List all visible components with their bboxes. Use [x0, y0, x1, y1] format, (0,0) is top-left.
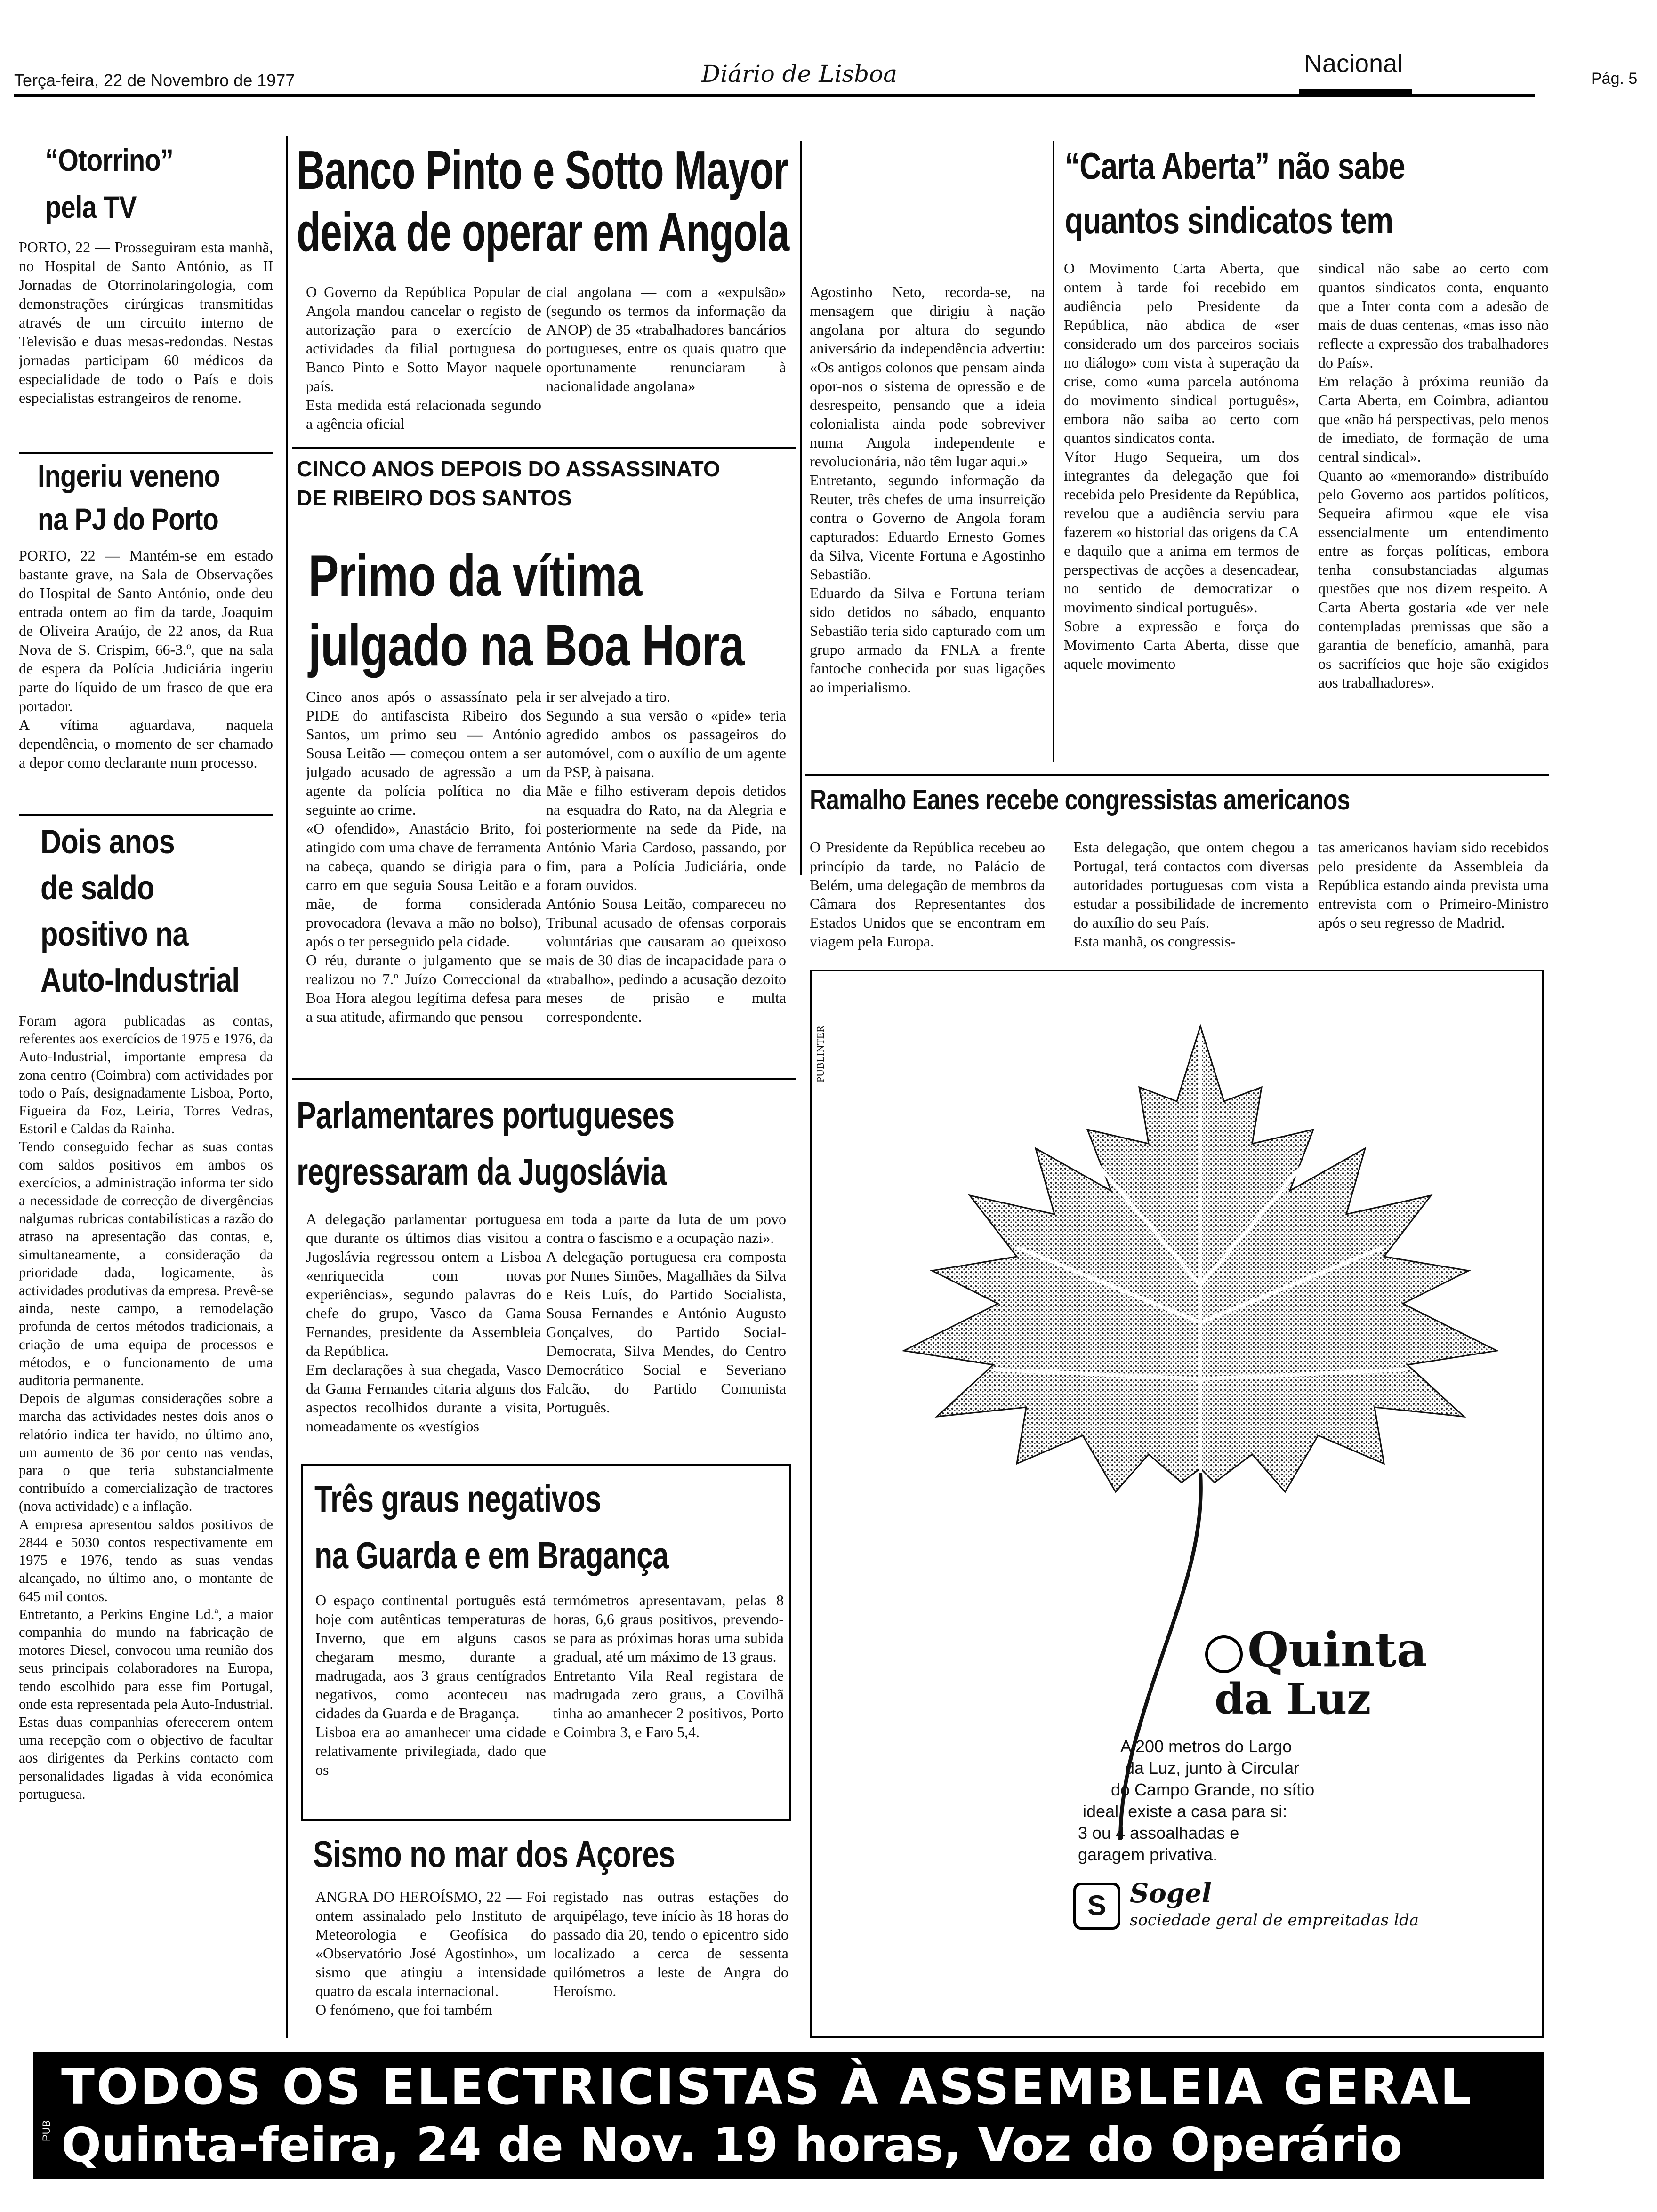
banco-col2: cial angolana — com a «expulsão» (segundo os termos da informação da ANOP) de 35 «trabalhadores bancários portugueses, entre os quais quatro que oportunamente renunciaram à nacionalidade angolana»: [546, 283, 786, 394]
ad-copy-e: 3 ou 4 assoalhadas e: [1078, 1823, 1239, 1843]
ad-copy-b: da Luz, junto à Circular: [1125, 1758, 1300, 1778]
ad-copy-a: A 200 metros do Largo: [1120, 1737, 1292, 1756]
graus-col2: termómetros apresentavam, pelas 8 horas, 6,6 graus positivos, prevendo-se para as próximas horas uma subida gradual, até um máximo de 13 graus. Entretanto Vila Real registara de madrugada zero graus, a Covilhã tinha ao amanhecer 2 positivos, Porto e Coimbra 3, e Faro 5,4.: [553, 1592, 784, 1740]
ad-copy-f: garagem privativa.: [1078, 1845, 1218, 1864]
brand-name-1: Quinta: [1247, 1622, 1427, 1677]
section-rule: [1299, 89, 1412, 97]
eanes-col3: tas americanos haviam sido recebidos pelo presidente da Assembleia da República estando ainda prevista uma entrevista com o Primeiro-Ministro após o seu regresso de Madrid.: [1318, 839, 1549, 931]
banner-tag: PUB: [40, 2120, 52, 2141]
otorrino-body: PORTO, 22 — Prosseguiram esta manhã, no Hospital de Santo António, as II Jornadas de Otorrinolaringologia, com demonstrações cirúrgicas transmitidas através de um circuito interno de Televisão e duas mesas-redondas. Nestas jornadas participam 60 médicos da especialidade de todo o País e dois especialistas estrangeiros de renome.: [19, 239, 273, 406]
leaf-illustration: [876, 993, 1525, 1850]
ad-copy-d: ideal, existe a casa para si:: [1083, 1802, 1287, 1821]
page-number: Pág. 5: [1591, 70, 1638, 88]
banco-col3: Agostinho Neto, recorda-se, na mensagem que dirigiu à nação angolana por altura do segundo aniversário da independência advertiu: «Os antigos colonos que pensam ainda opor-nos o sistema de opressão e de desrespeito, pensando que a ideia colonialista ainda pode sobreviver numa Angola independente e revolucionária, não têm lugar aqui.» Entretanto, segundo informação da Reuter, três chefes de uma insurreição contra o Governo de Angola foram capturados: Eduardo Ernesto Gomes da Silva, Vicente Fortuna e Agostinho Sebastião. Eduardo da Silva e Fortuna teriam sido detidos no sábado, enquanto Sebastião teria sido capturado com um grupo armado da FNLA a frente fantoche conhecida por suas ligações ao imperialismo.: [810, 283, 1045, 696]
sogel-fullname: sociedade geral de empreitadas lda: [1130, 1911, 1419, 1930]
eanes-col1: O Presidente da República recebeu ao princípio da tarde, no Palácio de Belém, uma delegação de membros da Câmara dos Representantes dos Estados Unidos que se encontram em viagem pela Europa.: [810, 839, 1045, 950]
ad-vertical-tag: PUBLINTER: [814, 1026, 826, 1082]
sogel-name: Sogel: [1130, 1878, 1212, 1909]
sogel-logo: S: [1073, 1883, 1120, 1930]
graus-col1: O espaço continental português está hoje com autênticas temperaturas de Inverno, que em alguns casos chegaram mesmo, durante a madrugada, aos 3 graus centígrados negativos, como aconteceu nas cidades da Guarda e de Bragança. Lisboa era ao amanhecer uma cidade relativamente privilegiada, dado que os: [315, 1592, 546, 1778]
ad-copy-c: do Campo Grande, no sítio: [1111, 1780, 1315, 1799]
rule-left-2: [19, 814, 273, 816]
carta-col1: O Movimento Carta Aberta, que ontem à tarde foi recebido em audiência pelo Presidente da República, não abdica de «ser considerado um dos parceiros sociais no diálogo» com vista à superação da crise, como «uma parcela autónoma do movimento sindical português», embora não saiba ao certo com quantos sindicatos conta. Vítor Hugo Sequeira, um dos integrantes da delegação que foi recebida pelo Presidente da República, revelou que a audiência serviu para fazerem «o historial das origens da CA e daquilo que a anima em termos de perspectivas de acções a desencadear, no sentido de democratizar o movimento sindical português». Sobre a expressão e força do Movimento Carta Aberta, disse que aquele movimento: [1064, 260, 1299, 672]
rule-carta: [805, 774, 1549, 776]
autoindustrial-title: Dois anos de saldo positivo na Auto-Industrial: [40, 823, 240, 999]
divider-right: [1053, 141, 1054, 762]
assembly-banner: [33, 2052, 1544, 2179]
brand-name-2: da Luz: [1215, 1674, 1371, 1724]
rule-primo: [292, 1078, 796, 1080]
veneno-title: Ingeriu veneno na PJ do Porto: [38, 458, 220, 537]
sismo-col1: ANGRA DO HEROÍSMO, 22 — Foi ontem assinalado pelo Instituto de Meteorologia e Geofísica do «Observatório José Agostinho», um sismo que atingiu a intensidade quatro da escala internacional. O fenómeno, que foi também: [315, 1888, 546, 2018]
eanes-title: Ramalho Eanes recebe congressistas americanos: [810, 784, 1350, 816]
parlamentares-col1: A delegação parlamentar portuguesa que durante os últimos dias visitou a Jugoslávia regressou ontem a Lisboa «enriquecida com novas experiências», segundo palavras do chefe do grupo, Vasco da Gama Fernandes, presidente da Assembleia da República. Em declarações à sua chegada, Vasco da Gama Fernandes citaria alguns dos aspectos recolhidos durante a visita, nomeadamente os «vestígios: [306, 1210, 541, 1435]
banner-line1: TODOS OS ELECTRICISTAS À ASSEMBLEIA GERAL: [61, 2058, 1473, 2116]
veneno-body: PORTO, 22 — Mantém-se em estado bastante grave, na Sala de Observações do Hospital de Santo António, onde deu entrada ontem ao fim da tarde, Joaquim de Oliveira Araújo, de 22 anos, da Rua Nova de S. Crispim, 66-3.º, que na sala de espera da Polícia Judiciária ingeriu parte do líquido de um frasco de que era portador. A vítima aguardava, naquela dependência, o momento de ser chamado a depor como declarante num processo.: [19, 547, 273, 771]
rule-left-1: [19, 452, 273, 454]
carta-col2: sindical não sabe ao certo com quantos sindicatos conta, enquanto que a Inter conta com a adesão de mais de duas centenas, «mas isso não reflecte a expressão dos trabalhadores do País». Em relação à próxima reunião da Carta Aberta, em Coimbra, adiantou que «não há perspectivas, pelo menos de imediato, de formação de uma central sindical». Quanto ao «memorando» distribuído pelo Governo aos partidos políticos, Sequeira afirmou «que ele visa essencialmente um entendimento entre as forças políticas, embora tenha consubstanciadas algumas questões que nos dizem respeito. A Carta Aberta gostaria «de ver nele contempladas premissas que são a garantia de benefício, amanhã, para os sacrifícios que hoje são exigidos aos trabalhadores».: [1318, 260, 1549, 691]
primo-title: Primo da vítima julgado na Boa Hora: [308, 544, 744, 678]
banner-line2: Quinta-feira, 24 de Nov. 19 horas, Voz do Operário: [61, 2117, 1403, 2172]
autoindustrial-body: Foram agora publicadas as contas, referentes aos exercícios de 1975 e 1976, da Auto-Industrial, importante empresa da zona centro (Coimbra) com actividades por todo o País, designadamente Lisboa, Porto, Figueira da Foz, Leiria, Torres Vedras, Estoril e Caldas da Rainha. Tendo conseguido fechar as suas contas com saldos positivos em ambos os exercícios, a administração informa ter sido a necessidade de correcção de divergências nalgumas rubricas contabilísticas a razão do atraso na apresentação das contas, e, simultaneamente, a consideração da prioridade dada, logicamente, às actividades produtivas da empresa. Prevê-se ainda, neste campo, a remodelação profunda de certos métodos tradicionais, a criação de uma equipa de processos e métodos, e o funcionamento de uma auditoria permanente. Depois de algumas considerações sobre a marcha das actividades nestes dois anos o relatório indica ter havido, no último ano, um aumento de 36 por cento nas vendas, para o que teria substancialmente contribuído a comercialização de tractores (nova actividade) e a inflação. A empresa apresentou saldos positivos de 2844 e 5030 contos respectivamente em 1975 e 1976, tendo as suas vendas alcançado, no último ano, o montante de 645 mil contos. Entretanto, a Perkins Engine Ld.ª, a maior companhia do mundo na fabricação de motores Diesel, convocou uma reunião dos seus principais colaboradores na Europa, tendo escolhido para esse fim Portugal, onde esta representada pela Auto-Industrial. Estas duas companhias oferecerem ontem uma recepção com o objectivo de facultar aos dirigentes da Perkins contacto com personalidades ligadas à vida económica portuguesa.: [19, 1013, 273, 1802]
paper-name: Diário de Lisboa: [701, 60, 898, 88]
primo-kicker: CINCO ANOS DEPOIS DO ASSASSINATO DE RIBEIRO DOS SANTOS: [297, 457, 720, 510]
eanes-col2: Esta delegação, que ontem chegou a Portugal, terá contactos com diversas autoridades portuguesas com vista a estudar a possibilidade de incremento do auxílio do seu País. Esta manhã, os congressis-: [1073, 839, 1309, 950]
otorrino-title: “Otorrino” pela TV: [45, 143, 173, 224]
divider-mid: [800, 141, 802, 875]
date-line: Terça-feira, 22 de Novembro de 1977: [14, 71, 295, 90]
parlamentares-col2: em toda a parte da luta de um povo contra o fascismo e a ocupação nazi». A delegação portuguesa era composta por Nunes Simões, Magalhães da Silva e Reis Luís, do Partido Socialista, Sousa Fernandes e António Augusto Gonçalves, do Partido Social-Democrata, Silva Mendes, do Centro Democrático Social e Severiano Falcão, do Partido Comunista Português.: [546, 1210, 786, 1416]
primo-col1: Cinco anos após o assassínato pela PIDE do antifascista Ribeiro dos Santos, um primo seu — António Sousa Leitão — começou ontem a ser julgado acusado de agressão a um agente da polícia política no dia seguinte ao crime. «O ofendido», Anastácio Brito, foi atingido com uma chave de ferramenta na cabeça, quando se dirigia para o carro em que seguia Sousa Leitão e a mãe, de forma considerada provocadora (levava a mão no bolso), após o ter perseguido pela cidade. O réu, durante o julgamento que se realizou no 7.º Juízo Correccional da Boa Hora alegou legítima defesa para a sua atitude, afirmando que pensou: [306, 688, 541, 1025]
brand-logo-circle: [1205, 1635, 1243, 1673]
divider-left: [286, 136, 288, 2038]
sismo-col2: registado nas outras estações do arquipélago, teve início às 18 horas do passado dia 20, tendo o epicentro sido localizado a cerca de sessenta quilómetros a leste de Angra do Heroísmo.: [553, 1888, 788, 1999]
primo-col2: ir ser alvejado a tiro. Segundo a sua versão o «pide» teria agredido ambos os passageiros do automóvel, com o auxílio de um agente da PSP, à paisana. Mãe e filho estiveram depois detidos na esquadra do Rato, na da Alegria e posteriormente na sede da Pide, na António Maria Cardoso, passando, por fim, para a Polícia Judiciária, onde foram ouvidos. António Sousa Leitão, compareceu no Tribunal acusado de ofensas corporais voluntárias que causaram ao queixoso mais de 30 dias de incapacidade para o «trabalho», pedindo a acusação dezoito meses de prisão e multa correspondente.: [546, 688, 786, 1025]
banco-col1: O Governo da República Popular de Angola mandou cancelar o registo de autorização para o exercício de actividades da filial portuguesa do Banco Pinto e Sotto Mayor naquele país. Esta medida está relacionada segundo a agência oficial: [306, 283, 541, 432]
graus-title: Três graus negativos na Guarda e em Bragança: [314, 1478, 668, 1576]
sismo-title: Sismo no mar dos Açores: [313, 1833, 675, 1875]
section-name: Nacional: [1304, 49, 1403, 78]
carta-title: “Carta Aberta” não sabe quantos sindicatos tem: [1065, 145, 1405, 241]
rule-banco: [292, 447, 796, 449]
banco-title: Banco Pinto e Sotto Mayor deixa de operar em Angola: [297, 139, 789, 263]
parlamentares-title: Parlamentares portugueses regressaram da Jugoslávia: [297, 1094, 675, 1193]
